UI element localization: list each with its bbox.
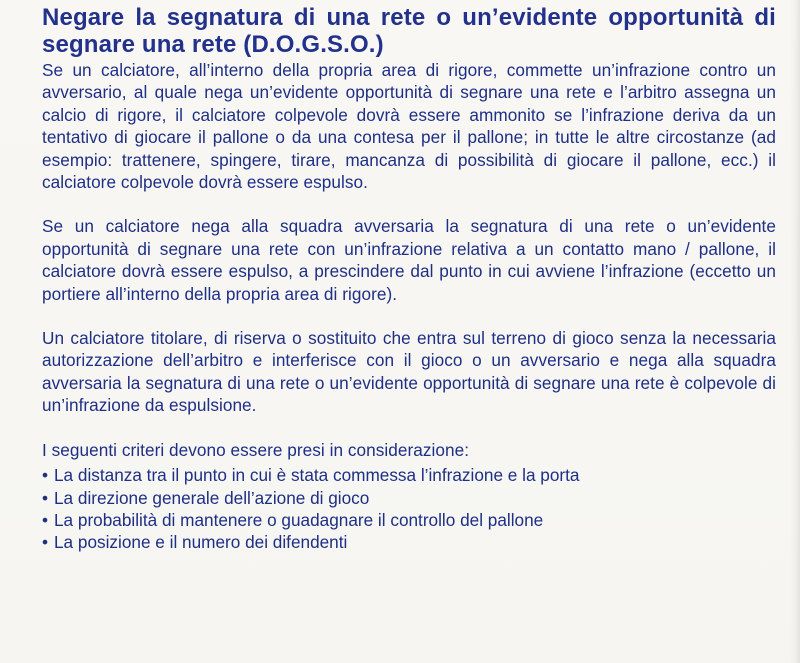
criteria-item-direction xyxy=(42,487,776,509)
bullet-icon: • xyxy=(42,487,49,508)
paragraph-handball: Se un calciatore nega alla squadra avversaria la segnatura di una rete o un’evidente opportunità di segnare una rete con un’infrazione relativa a un contatto mano / pallone, il calciatore dovrà essere espulso, a prescindere dal punto in cui avviene l’infrazione (eccetto un portiere all’interno della propria area di rigore). xyxy=(42,216,776,304)
criteria-text: La probabilità di mantenere o guadagnare il controllo del pallone xyxy=(54,509,544,530)
criteria-text: La posizione e il numero dei difendenti xyxy=(54,532,348,553)
criteria-list xyxy=(42,464,776,554)
criteria-item-ball-control xyxy=(42,509,776,531)
document-content xyxy=(42,4,776,554)
bullet-icon: • xyxy=(42,465,49,486)
criteria-item-distance xyxy=(42,464,776,486)
criteria-text: La distanza tra il punto in cui è stata commessa l’infrazione e la porta xyxy=(54,465,580,486)
document-title: Negare la segnatura di una rete o un’evidente opportunità di segnare una rete (D.O.G.S.O.) xyxy=(42,4,776,58)
bullet-icon: • xyxy=(42,509,49,530)
criteria-intro: I seguenti criteri devono essere presi in considerazione: xyxy=(42,439,470,460)
paragraph-penalty-area: Se un calciatore, all’interno della propria area di rigore, commette un’infrazione contro un avversario, al quale nega un’evidente opportunità di segnare una rete e l’arbitro assegna un calcio di rigore, il calciatore colpevole dovrà essere ammonito se l’infrazione deriva da un tentativo di giocare il pallone o da una contesa per il pallone; in tutte le altre circostanze (ad esempio: trattenere, spingere, tirare, mancanza di possibilità di giocare il pallone, ecc.) il calciatore colpevole dovrà essere espulso. xyxy=(42,60,776,193)
criteria-item-defenders xyxy=(42,531,776,553)
page-edge-shadow xyxy=(790,0,800,663)
paragraph-unauthorized-entry: Un calciatore titolare, di riserva o sostituito che entra sul terreno di gioco senza la necessaria autorizzazione dell’arbitro e interferisce con il gioco o un avversario e nega alla squadra avversaria la segnatura di una rete o un’evidente opportunità di segnare una rete è colpevole di un’infrazione da espulsione. xyxy=(42,328,776,416)
bullet-icon: • xyxy=(42,532,49,553)
criteria-text: La direzione generale dell’azione di gioco xyxy=(54,487,370,508)
